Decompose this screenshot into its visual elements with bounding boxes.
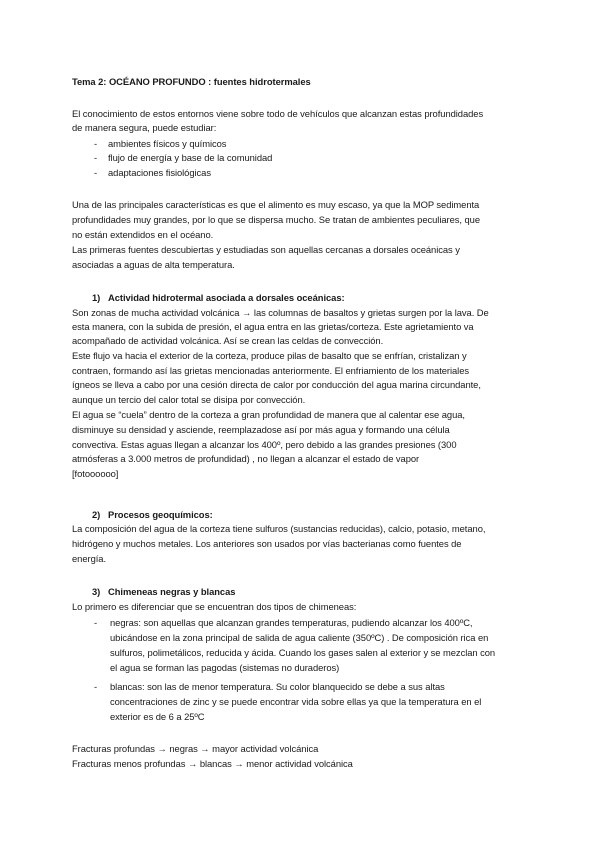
black-chimney-line: negras: son aquellas que alcanzan grandes temperaturas, pudiendo alcanzar los 400ºC, <box>110 617 473 628</box>
bullet-dash: - <box>94 681 98 692</box>
section-2-number: 2) <box>92 509 101 520</box>
paragraph-line: profundidades muy grandes, por lo que se dispersa mucho. Se tratan de ambientes peculiares, que <box>72 214 481 225</box>
section-1-line: Este flujo va hacia el exterior de la corteza, produce pilas de basalto que se enfrían, cristalizan y <box>72 350 467 361</box>
section-3-number: 3) <box>92 586 101 597</box>
summary-line: Fracturas menos profundas → blancas → menor actividad volcánica <box>72 758 353 769</box>
document-title: Tema 2: OCÉANO PROFUNDO : fuentes hidrotermales <box>72 76 311 87</box>
paragraph-line: no están extendidos en el océano. <box>72 229 214 240</box>
black-chimney-line: el agua se forman las pagodas (sistemas no duraderos) <box>110 662 340 673</box>
intro-bullet: ambientes físicos y químicos <box>108 138 227 149</box>
section-1-line: contraen, formando así las grietas mencionadas anteriormente. El enfriamiento de los materiales <box>72 365 470 376</box>
white-chimney-line: blancas: son las de menor temperatura. Su color blanquecido se debe a sus altas <box>110 681 445 692</box>
intro-bullet: adaptaciones fisiológicas <box>108 167 211 178</box>
bullet-dash: - <box>94 167 98 178</box>
intro-bullet: flujo de energía y base de la comunidad <box>108 152 273 163</box>
section-1-line: esta manera, con la subida de presión, el agua entra en las grietas/corteza. Este agrietamiento va <box>72 321 474 332</box>
section-1-line: aunque un tercio del calor total se disipa por convección. <box>72 394 306 405</box>
section-1-line: disminuye su densidad y asciende, reemplazadose así por más agua y formando una célula <box>72 424 450 435</box>
summary-line: Fracturas profundas → negras → mayor actividad volcánica <box>72 743 319 754</box>
black-chimney-line: sulfuros, polimetálicos, reducida y ácida. Cuando los gases salen al exterior y se mezclan con <box>110 647 496 658</box>
section-1-line: [fotoooooo] <box>72 468 119 479</box>
section-1-number: 1) <box>92 292 101 303</box>
white-chimney-line: exterior es de 6 a 25ºC <box>110 711 205 722</box>
intro-line: de manera segura, puede estudiar: <box>72 122 217 133</box>
section-1-line: Son zonas de mucha actividad volcánica → las columnas de basaltos y grietas surgen por la lava. De <box>72 307 489 318</box>
paragraph-line: asociadas a aguas de alta temperatura. <box>72 259 235 270</box>
section-3-heading: Chimeneas negras y blancas <box>108 586 236 597</box>
section-2-heading: Procesos geoquímicos: <box>108 509 213 520</box>
intro-line: El conocimiento de estos entornos viene sobre todo de vehículos que alcanzan estas profundidades <box>72 108 484 119</box>
section-1-heading: Actividad hidrotermal asociada a dorsales oceánicas: <box>108 292 345 303</box>
section-3-intro: Lo primero es diferenciar que se encuentran dos tipos de chimeneas: <box>72 601 357 612</box>
section-1-line: atmósferas a 3.000 metros de profundidad) , no llegan a alcanzar el estado de vapor <box>72 453 420 464</box>
paragraph-line: Una de las principales características es que el alimento es muy escaso, ya que la MOP sedimenta <box>72 199 480 210</box>
section-1-line: convectiva. Estas aguas llegan a alcanzar los 400º, pero debido a las grandes presiones (300 <box>72 439 457 450</box>
section-2-line: La composición del agua de la corteza tiene sulfuros (sustancias reducidas), calcio, potasio, metano, <box>72 523 486 534</box>
black-chimney-line: ubicándose en la zona principal de salida de agua caliente (350ºC) . De composición rica en <box>110 632 489 643</box>
bullet-dash: - <box>94 138 98 149</box>
bullet-dash: - <box>94 152 98 163</box>
section-2-line: hidrógeno y muchos metales. Los anteriores son usados por vías bacterianas como fuentes de <box>72 538 462 549</box>
bullet-dash: - <box>94 617 98 628</box>
section-1-line: El agua se “cuela” dentro de la corteza a gran profundidad de manera que al calentar ese agua, <box>72 409 465 420</box>
section-2-line: energía. <box>72 553 107 564</box>
white-chimney-line: concentraciones de zinc y se puede encontrar vida sobre ellas ya que la temperatura en el <box>110 696 482 707</box>
section-1-line: ígneos se lleva a cabo por una cesión directa de calor por conducción del agua marina circundante, <box>72 379 481 390</box>
paragraph-line: Las primeras fuentes descubiertas y estudiadas son aquellas cercanas a dorsales oceánicas y <box>72 244 460 255</box>
section-1-line: acompañado de actividad volcánica. Así se crean las celdas de convección. <box>72 335 384 346</box>
